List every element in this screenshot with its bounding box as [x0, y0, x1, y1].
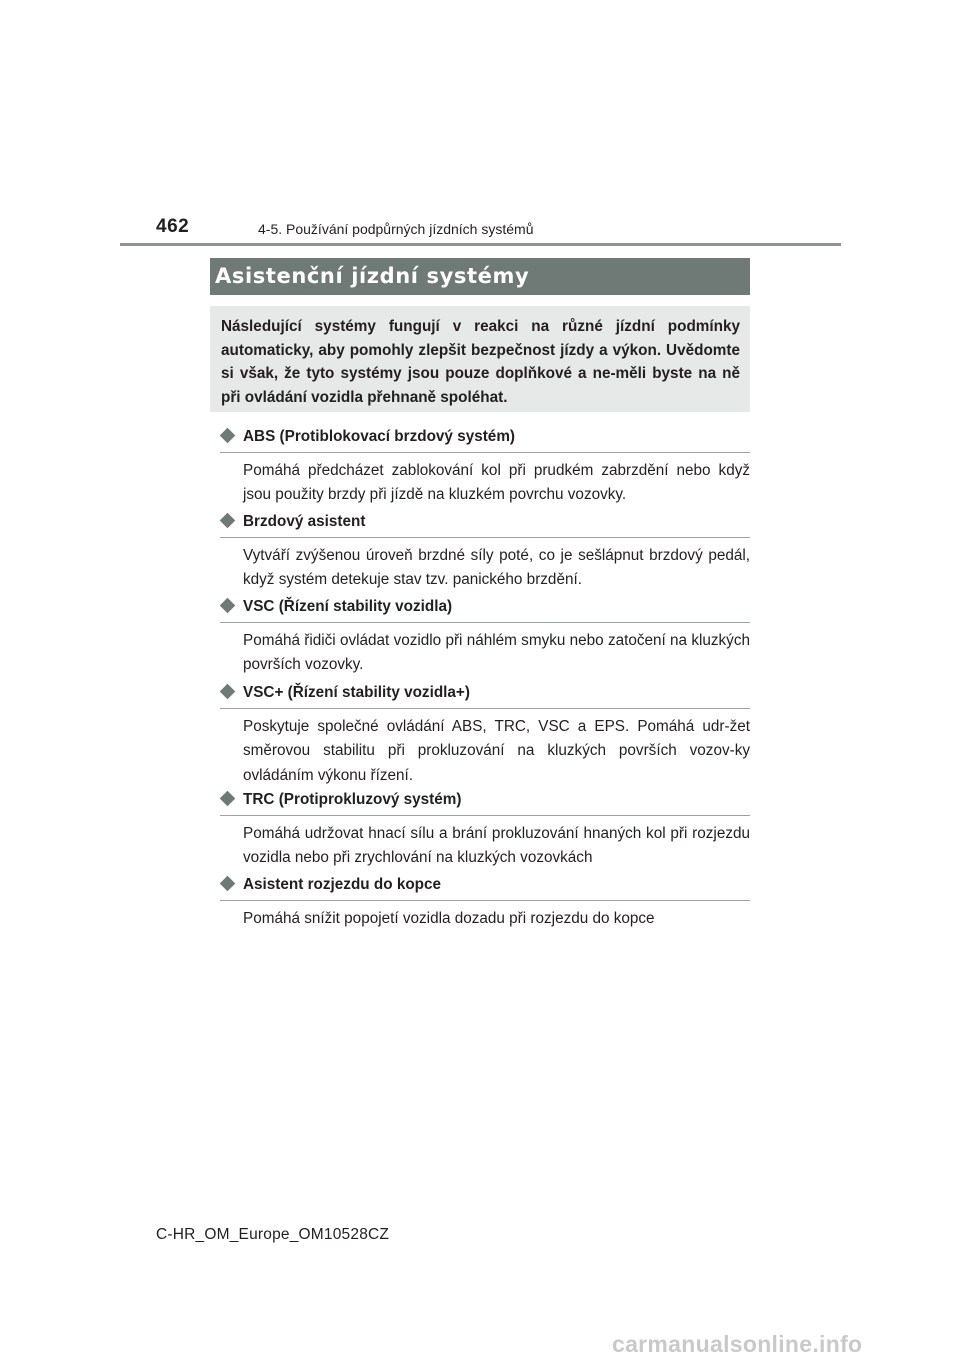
feature-title: ABS (Protiblokovací brzdový systém)	[243, 428, 516, 445]
feature-vsc	[220, 597, 750, 678]
page-title: Asistenční jízdní systémy	[215, 264, 530, 288]
document-code: C-HR_OM_Europe_OM10528CZ	[156, 1226, 390, 1243]
watermark: carmanualsonline.info	[612, 1331, 863, 1357]
feature-description: Poskytuje společné ovládání ABS, TRC, VSC a EPS. Pomáhá udr-žet směrovou stabilitu při prokluzování na kluzkých površích vozov-ky ovládáním výkonu řízení.	[243, 718, 750, 784]
feature-heading	[220, 427, 750, 453]
page-title-bar	[210, 258, 750, 295]
diamond-bullet-icon	[220, 791, 236, 807]
feature-description: Pomáhá udržovat hnací sílu a brání prokluzování hnaných kol při rozjezdu vozidla nebo při zrychlování na kluzkých vozovkách	[243, 825, 750, 867]
diamond-bullet-icon	[220, 428, 236, 444]
intro-text: Následující systémy fungují v reakci na různé jízdní podmínky automaticky, aby pomohly zlepšit bezpečnost jízdy a výkon. Uvědomte si však, že tyto systémy jsou pouze doplňkové a ne-měli byste na ně při ovládání vozidla přehnaně spoléhat.	[221, 318, 740, 406]
feature-description: Vytváří zvýšenou úroveň brzdné síly poté, co je sešlápnut brzdový pedál, když systém detekuje stav tzv. panického brzdění.	[243, 547, 750, 589]
feature-vsc-plus	[220, 683, 750, 788]
feature-heading	[220, 512, 750, 538]
header-divider	[120, 243, 841, 246]
feature-title: VSC (Řízení stability vozidla)	[243, 598, 453, 615]
feature-title: Asistent rozjezdu do kopce	[243, 876, 442, 893]
diamond-bullet-icon	[220, 876, 236, 892]
feature-trc	[220, 790, 750, 871]
section-title: 4-5. Používání podpůrných jízdních systémů	[258, 221, 534, 237]
feature-abs	[220, 427, 750, 508]
feature-heading	[220, 597, 750, 623]
page-number: 462	[156, 216, 190, 237]
diamond-bullet-icon	[220, 598, 236, 614]
feature-brake-assist	[220, 512, 750, 593]
diamond-bullet-icon	[220, 684, 236, 700]
feature-description: Pomáhá předcházet zablokování kol při prudkém zabrzdění nebo když jsou použity brzdy při jízdě na kluzkém povrchu vozovky.	[243, 462, 750, 504]
feature-heading	[220, 790, 750, 816]
feature-title: Brzdový asistent	[243, 513, 366, 530]
intro-box	[210, 306, 750, 412]
diamond-bullet-icon	[220, 513, 236, 529]
feature-heading	[220, 875, 750, 901]
feature-title: VSC+ (Řízení stability vozidla+)	[243, 684, 470, 701]
feature-heading	[220, 683, 750, 709]
feature-hill-start-assist	[220, 875, 750, 931]
feature-description: Pomáhá řidiči ovládat vozidlo při náhlém smyku nebo zatočení na kluzkých površích vozovky.	[243, 632, 750, 674]
feature-title: TRC (Protiprokluzový systém)	[243, 791, 462, 808]
feature-description: Pomáhá snížit popojetí vozidla dozadu při rozjezdu do kopce	[243, 910, 655, 927]
